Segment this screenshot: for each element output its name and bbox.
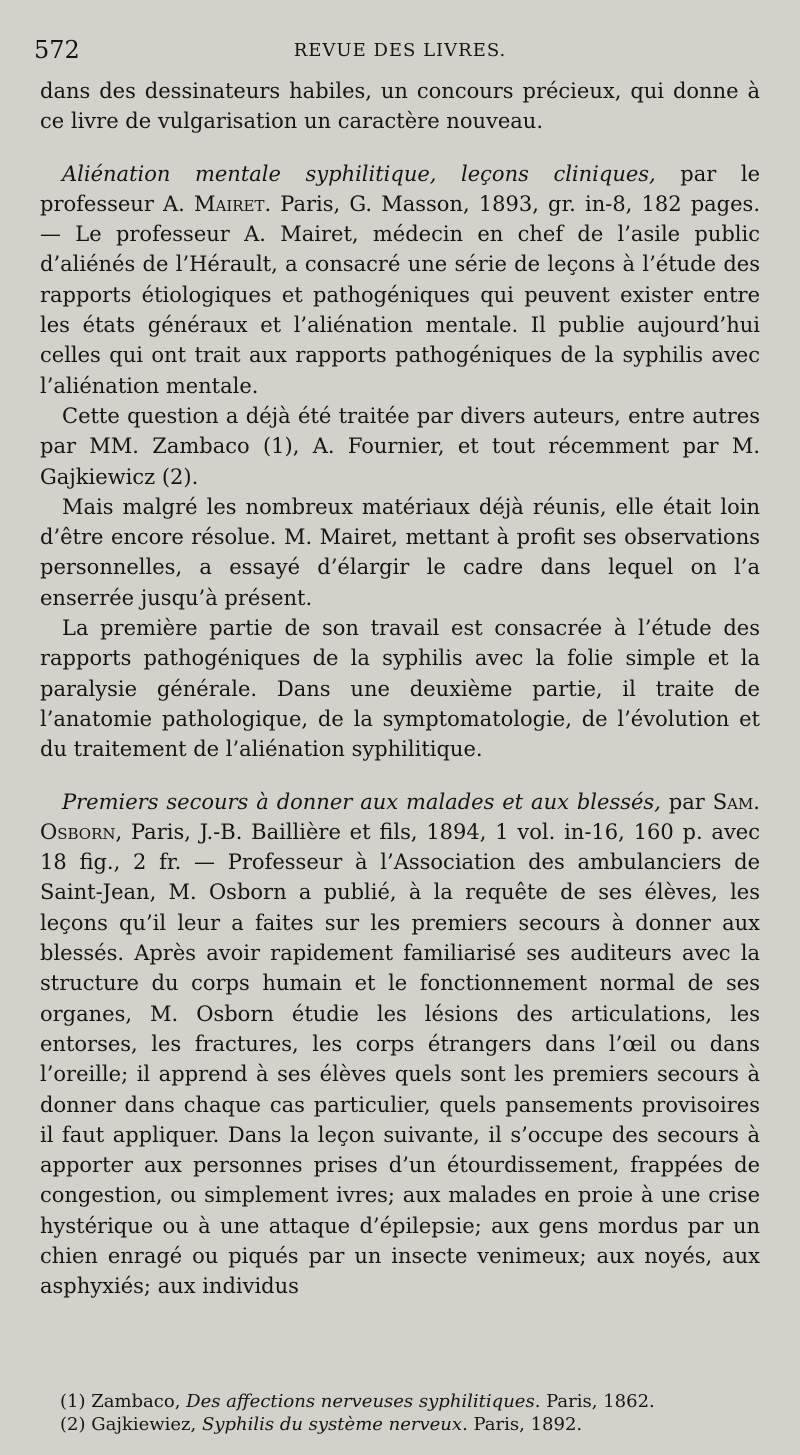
footnote-2-title: Syphilis du système nerveux [201,1414,463,1435]
page-number: 572 [34,36,80,64]
continuation-paragraph: dans des dessinateurs habiles, un concours précieux, qui donne à ce livre de vulgarisation un caractère nouveau. [40,79,760,134]
running-head: REVUE DES LIVRES. [293,40,507,61]
footnote-2-prefix: (2) Gajkiewiez, [60,1414,202,1435]
footnote-2 [60,1413,760,1436]
review-mairet-author: Mairet [193,191,265,216]
review-osborn-title: Premiers secours à donner aux malades et aux blessés, [62,789,661,814]
footnote-1-suffix: . Paris, 1862. [534,1391,655,1412]
review-mairet-title: Aliénation mentale syphilitique, leçons cliniques, [62,161,656,186]
review-osborn-by: par [660,789,713,814]
footnotes [60,1390,760,1436]
footnote-1-prefix: (1) Zambaco, [60,1391,187,1412]
review-osborn-author: Sam. Osborn [40,789,760,844]
review-osborn-paragraph [40,787,760,1302]
review-mairet-paragraph [40,159,760,401]
footnote-2-suffix: . Paris, 1892. [462,1414,583,1435]
body-text [40,76,760,1302]
review-mairet-by: par le professeur A. [40,161,761,216]
page-header [34,36,760,76]
review-osborn-text: , Paris, J.-B. Baillière et fils, 1894, 1 vol. in-16, 160 p. avec 18 fig., 2 fr. — Professeur à l’Association des ambulanciers de Saint-Jean, M. Osborn a publié, à la requête de ses élèves, les leçons qu’il leur a faites sur les premiers secours à donner aux blessés. Après avoir rapidement familiarisé ses auditeurs avec la structure du corps humain et le fonctionnement normal de ses organes, M. Osborn étudie les lésions des articulations, les entorses, les fractures, les corps étrangers dans l’œil ou dans l’oreille; il apprend à ses élèves quels sont les premiers secours à donner dans chaque cas particulier, quels pansements provisoires il faut appliquer. Dans la leçon suivante, il s’occupe des secours à apporter aux personnes prises d’un étourdissement, frappées de congestion, ou simplement ivres; aux malades en proie à une crise hystérique ou à une attaque d’épilepsie; aux gens mordus par un chien enragé ou piqués par un insecte venimeux; aux noyés, aux asphyxiés; aux individus [40,819,760,1299]
review-mairet-text: . Paris, G. Masson, 1893, gr. in-8, 182 pages. — Le professeur A. Mairet, médecin en chef de l’asile public d’aliénés de l’Hérault, a consacré une série de leçons à l’étude des rapports étiologiques et pathogéniques qui peuvent exister entre les états généraux et l’aliénation mentale. Il publie aujourd’hui celles qui ont trait aux rapports pathogéniques de la syphilis avec l’aliénation mentale. [40,191,760,398]
review-mairet-paragraph-3: Mais malgré les nombreux matériaux déjà réunis, elle était loin d’être encore résolue. M. Mairet, mettant à profit ses observations personnelles, a essayé d’élargir le cadre dans lequel on l’a enserrée jusqu’à présent. [40,494,760,610]
review-mairet-paragraph-4: La première partie de son travail est consacrée à l’étude des rapports pathogéniques de la syphilis avec la folie simple et la paralysie générale. Dans une deuxième partie, il traite de l’anatomie pathologique, de la symptomatologie, de l’évolution et du traitement de l’aliénation syphilitique. [40,616,760,762]
footnote-1-title: Des affections nerveuses syphilitiques [186,1391,535,1412]
footnote-1 [60,1390,760,1413]
review-mairet-paragraph-2: Cette question a déjà été traitée par divers auteurs, entre autres par MM. Zambaco (1), A. Fournier, et tout récemment par M. Gajkiewicz (2). [40,403,760,489]
